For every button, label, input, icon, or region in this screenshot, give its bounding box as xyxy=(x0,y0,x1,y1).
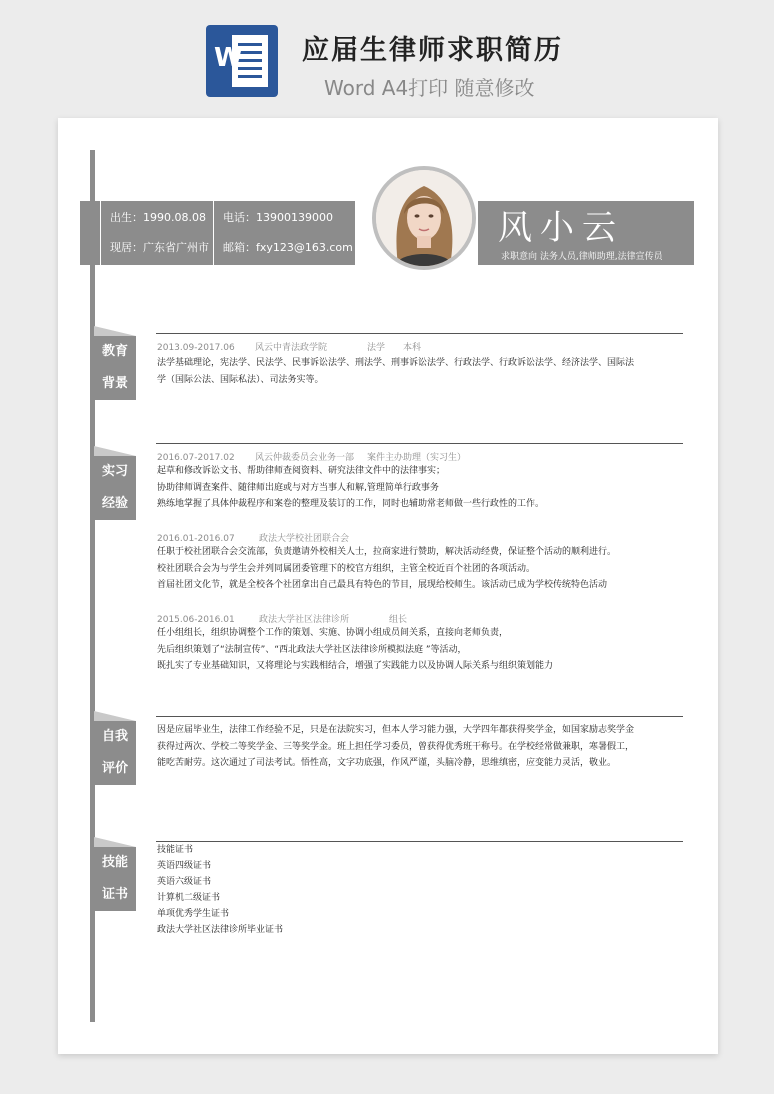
current-location: 现居：广东省广州市 xyxy=(110,241,209,254)
skills-label-1: 技能 xyxy=(101,855,128,870)
skills-section-label xyxy=(94,847,136,911)
experience-header xyxy=(157,531,379,544)
self-eval-divider xyxy=(156,716,683,717)
skills-list xyxy=(157,842,687,938)
education-section-label xyxy=(94,336,136,400)
experience-line: 协助律师调查案件、随律师出庭或与对方当事人和解,管理简单行政事务 xyxy=(157,482,439,493)
experience-header xyxy=(157,450,466,463)
skill-item: 英语六级证书 xyxy=(157,877,212,887)
experience-label-2: 经验 xyxy=(101,496,128,511)
resume-page xyxy=(58,118,718,1054)
self-eval-line: 获得过两次、学校二等奖学金、三等奖学金。班上担任学习委员，曾获得优秀班干称号。在学校经常做兼职，寒暑假工， xyxy=(157,741,635,752)
experience-line: 任职于校社团联合会交流部，负责邀请外校相关人士，拉商家进行赞助，解决活动经费，保证整个活动的顺利进行。 xyxy=(157,547,617,557)
experience-line: 熟练地掌握了具体仲裁程序和案卷的整理及装订的工作，同时也辅助常老师做一些行政性的工作。 xyxy=(157,499,545,509)
experience-section-label xyxy=(94,456,136,520)
banner-subtitle: Word A4打印 随意修改 xyxy=(324,76,535,100)
contact-info-box xyxy=(80,201,355,265)
experience-role: 组长 xyxy=(389,615,408,625)
self-eval-section-label xyxy=(94,721,136,785)
education-degree: 本科 xyxy=(403,343,422,353)
education-date: 2013.09-2017.06 xyxy=(157,343,235,353)
self-eval-text xyxy=(157,722,687,772)
education-details xyxy=(157,355,687,388)
experience-header xyxy=(157,612,407,625)
experience-details xyxy=(157,625,687,675)
banner-title: 应届生律师求职简历 xyxy=(302,35,563,66)
experience-org: 政法大学校社团联合会 xyxy=(259,534,350,544)
self-eval-label-1: 自我 xyxy=(101,729,128,744)
experience-details xyxy=(157,544,687,594)
experience-line: 校社团联合会为与学生会并列同属团委管理下的校官方组织，主管全校近百个社团的各项活动。 xyxy=(157,563,536,574)
education-school: 风云中青法政学院 xyxy=(255,343,328,353)
experience-date: 2016.07-2017.02 xyxy=(157,453,235,463)
experience-line: 起草和修改诉讼文书、帮助律师查阅资料、研究法律文件中的法律事实； xyxy=(157,466,446,476)
skills-label-2: 证书 xyxy=(101,887,128,902)
skill-item: 计算机二级证书 xyxy=(157,893,221,903)
job-intent: 求职意向 法务人员,律师助理,法律宣传员 xyxy=(501,252,663,262)
email-address: 邮箱：fxy123@163.com xyxy=(223,241,353,254)
education-major: 法学 xyxy=(367,343,386,353)
experience-org: 风云仲裁委员会业务一部 xyxy=(255,453,355,463)
experience-label-1: 实习 xyxy=(101,464,128,479)
education-divider xyxy=(156,333,683,334)
experience-org: 政法大学社区法律诊所 xyxy=(259,615,350,625)
portrait-illustration xyxy=(376,170,472,266)
experience-line: 既扎实了专业基础知识，又将理论与实践相结合，增强了实践能力以及协调人际关系与组织策划能力 xyxy=(157,661,554,671)
experience-divider xyxy=(156,443,683,444)
candidate-name: 风小云 xyxy=(498,208,624,248)
experience-line: 首届社团文化节，就是全校各个社团拿出自己最具有特色的节目，展现给校师生。该活动已成为学校传统特色活动 xyxy=(157,580,608,590)
skill-item: 政法大学社区法律诊所毕业证书 xyxy=(157,925,284,935)
word-logo-letter: W xyxy=(214,43,243,73)
education-line: 法学基础理论，宪法学、民法学、民事诉讼法学、刑法学、刑事诉讼法学、行政法学、行政诉讼法学、经济法学、国际法 xyxy=(157,358,635,368)
experience-details xyxy=(157,463,687,513)
experience-date: 2016.01-2016.07 xyxy=(157,534,235,544)
skill-item: 单项优秀学生证书 xyxy=(157,909,230,919)
skill-item: 技能证书 xyxy=(157,845,194,855)
self-eval-label-2: 评价 xyxy=(101,761,128,776)
banner xyxy=(0,0,774,110)
education-label-2: 背景 xyxy=(101,376,128,391)
self-eval-line: 能吃苦耐劳。这次通过了司法考试。悟性高，文字功底强，作风严谨，头脑冷静，思维缜密，应变能力灵活，敬业。 xyxy=(157,758,617,768)
experience-date: 2015.06-2016.01 xyxy=(157,615,235,625)
education-label-1: 教育 xyxy=(101,344,128,359)
education-header xyxy=(157,340,421,353)
birth-date: 出生：1990.08.08 xyxy=(110,211,206,224)
experience-line: 先后组织策划了“法制宣传”、“西北政法大学社区法律诊所模拟法庭 ”等活动， xyxy=(157,644,467,655)
avatar-photo xyxy=(372,166,476,270)
self-eval-line: 因是应届毕业生，法律工作经验不足，只是在法院实习，但本人学习能力强，大学四年都获得奖学金，如国家励志奖学金 xyxy=(157,725,635,735)
skill-item: 英语四级证书 xyxy=(157,861,212,871)
phone-number: 电话：13900139000 xyxy=(223,211,333,224)
experience-line: 任小组组长，组织协调整个工作的策划、实施、协调小组成员间关系，直接向老师负责， xyxy=(157,628,509,638)
word-doc-icon xyxy=(206,25,278,97)
experience-role: 案件主办助理（实习生） xyxy=(367,453,467,463)
education-line: 学（国际公法、国际私法）、司法务实等。 xyxy=(157,374,324,385)
